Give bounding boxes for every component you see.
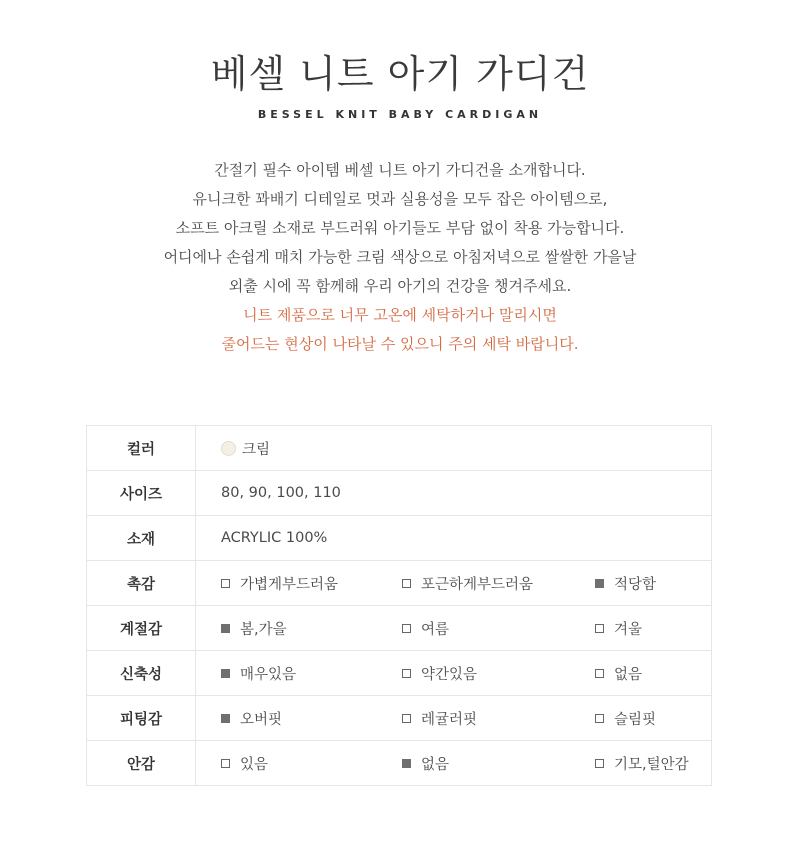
product-title: 베셀 니트 아기 가디건 <box>210 52 590 96</box>
checkbox-icon <box>595 669 604 678</box>
spec-label: 촉감 <box>87 561 196 606</box>
checkbox-icon <box>221 669 230 678</box>
spec-options <box>196 741 712 786</box>
option-label: 레귤러핏 <box>421 711 478 728</box>
option-label: 적당함 <box>614 576 657 593</box>
washing-warning-line: 줄어드는 현상이 나타날 수 있으니 주의 세탁 바랍니다. <box>221 335 579 353</box>
option-item <box>221 708 402 729</box>
spec-row-fit <box>87 696 712 741</box>
spec-row-lining <box>87 741 712 786</box>
spec-options <box>196 606 712 651</box>
spec-label: 소재 <box>87 516 196 561</box>
product-description <box>0 156 800 359</box>
option-label: 봄,가을 <box>240 621 287 638</box>
checkbox-icon <box>221 759 230 768</box>
spec-label: 계절감 <box>87 606 196 651</box>
spec-options <box>196 696 712 741</box>
spec-label: 사이즈 <box>87 471 196 516</box>
description-line: 간절기 필수 아이템 베셀 니트 아기 가디건을 소개합니다. <box>214 161 586 179</box>
spec-row-material <box>87 516 712 561</box>
checkbox-icon <box>595 759 604 768</box>
spec-label: 피팅감 <box>87 696 196 741</box>
spec-value <box>196 426 712 471</box>
washing-warning-line: 니트 제품으로 너무 고온에 세탁하거나 말리시면 <box>243 306 557 324</box>
checkbox-icon <box>402 759 411 768</box>
spec-row-season <box>87 606 712 651</box>
checkbox-icon <box>221 714 230 723</box>
option-label: 없음 <box>614 666 643 683</box>
description-line: 유니크한 꽈배기 디테일로 멋과 실용성을 모두 잡은 아이템으로, <box>192 190 608 208</box>
spec-row-size <box>87 471 712 516</box>
product-subtitle: BESSEL KNIT BABY CARDIGAN <box>257 108 543 121</box>
option-item <box>221 753 402 774</box>
checkbox-icon <box>221 579 230 588</box>
option-label: 오버핏 <box>240 711 283 728</box>
option-item <box>221 573 402 594</box>
option-item <box>402 753 595 774</box>
spec-label: 컬러 <box>87 426 196 471</box>
option-item <box>595 663 642 684</box>
checkbox-icon <box>221 624 230 633</box>
option-item <box>402 708 595 729</box>
spec-label: 안감 <box>87 741 196 786</box>
option-item <box>402 663 595 684</box>
option-label: 약간있음 <box>421 666 478 683</box>
material-value: ACRYLIC 100% <box>196 516 712 561</box>
option-label: 매우있음 <box>240 666 297 683</box>
checkbox-icon <box>595 579 604 588</box>
color-value: 크림 <box>242 441 271 458</box>
spec-row-color <box>87 426 712 471</box>
description-line: 외출 시에 꼭 함께해 우리 아기의 건강을 챙겨주세요. <box>228 277 572 295</box>
spec-options <box>196 651 712 696</box>
option-item <box>221 663 402 684</box>
checkbox-icon <box>595 624 604 633</box>
option-label: 슬림핏 <box>614 711 657 728</box>
description-line: 소프트 아크릴 소재로 부드러워 아기들도 부담 없이 착용 가능합니다. <box>175 219 625 237</box>
size-value: 80, 90, 100, 110 <box>196 471 712 516</box>
option-label: 겨울 <box>614 621 643 638</box>
spec-row-texture <box>87 561 712 606</box>
option-item <box>595 618 642 639</box>
option-label: 가볍게부드러움 <box>240 576 339 593</box>
checkbox-icon <box>402 579 411 588</box>
spec-row-stretch <box>87 651 712 696</box>
option-item <box>595 708 656 729</box>
checkbox-icon <box>402 714 411 723</box>
option-label: 있음 <box>240 756 269 773</box>
option-label: 여름 <box>421 621 450 638</box>
option-item <box>402 618 595 639</box>
option-label: 포근하게부드러움 <box>421 576 534 593</box>
option-item <box>595 573 656 594</box>
option-label: 기모,털안감 <box>614 756 689 773</box>
spec-table <box>86 425 712 786</box>
checkbox-icon <box>595 714 604 723</box>
option-label: 없음 <box>421 756 450 773</box>
checkbox-icon <box>402 669 411 678</box>
option-item <box>595 753 689 774</box>
option-item <box>402 573 595 594</box>
spec-options <box>196 561 712 606</box>
option-item <box>221 618 402 639</box>
description-line: 어디에나 손쉽게 매치 가능한 크림 색상으로 아침저녁으로 쌀쌀한 가을날 <box>163 248 637 266</box>
checkbox-icon <box>402 624 411 633</box>
color-swatch-icon <box>221 441 236 456</box>
spec-label: 신축성 <box>87 651 196 696</box>
